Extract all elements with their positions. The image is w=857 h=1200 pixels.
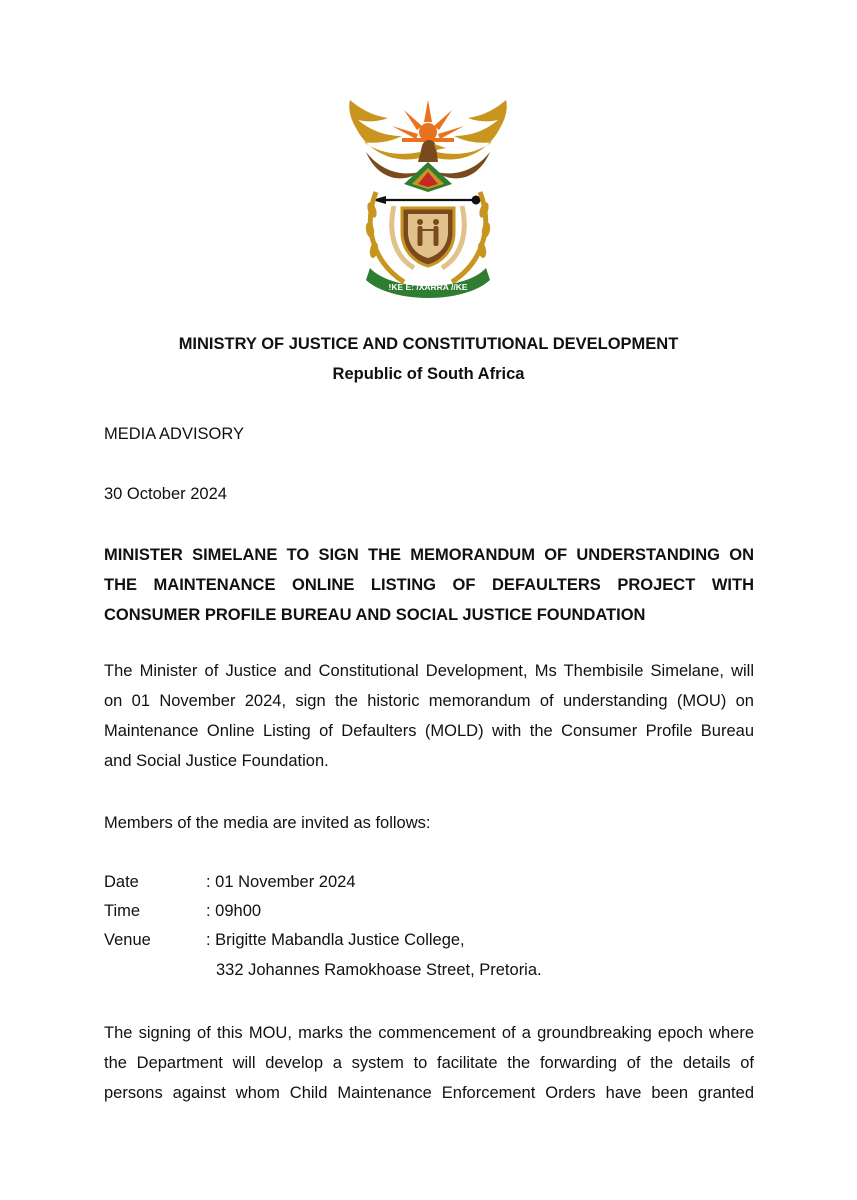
ministry-title: MINISTRY OF JUSTICE AND CONSTITUTIONAL DEVELOPMENT	[178, 335, 679, 353]
detail-value: : Brigitte Mabandla Justice College,	[206, 931, 465, 949]
motto-text: !KE E: /XARRA //KE	[388, 282, 468, 292]
shield-icon	[402, 208, 454, 266]
detail-value: 332 Johannes Ramokhoase Street, Pretoria.	[216, 961, 542, 979]
headline-line: THE MAINTENANCE ONLINE LISTING OF DEFAULTERS PROJECT WITH	[104, 576, 754, 594]
sun-icon	[392, 100, 464, 142]
country-subtitle: Republic of South Africa	[332, 365, 525, 383]
paragraph-line: The Minister of Justice and Constitutional Development, Ms Thembisile Simelane, will	[104, 662, 754, 680]
headline-line: MINISTER SIMELANE TO SIGN THE MEMORANDUM OF UNDERSTANDING ON	[104, 546, 754, 564]
detail-value: : 09h00	[206, 902, 262, 920]
paragraph-line: Maintenance Online Listing of Defaulters (MOLD) with the Consumer Profile Bureau	[104, 722, 754, 740]
detail-label: Time	[104, 902, 141, 920]
paragraph-line: The signing of this MOU, marks the commencement of a groundbreaking epoch where	[104, 1024, 754, 1042]
intro-paragraph	[104, 656, 754, 776]
headline-line: CONSUMER PROFILE BUREAU AND SOCIAL JUSTICE FOUNDATION	[104, 606, 646, 624]
paragraph-line: on 01 November 2024, sign the historic memorandum of understanding (MOU) on	[104, 692, 754, 710]
protea-icon	[404, 162, 452, 192]
motto-banner	[366, 268, 490, 298]
detail-value: : 01 November 2024	[206, 873, 356, 891]
document-type: MEDIA ADVISORY	[104, 425, 244, 443]
paragraph-line: and Social Justice Foundation.	[104, 752, 329, 770]
document-date: 30 October 2024	[104, 485, 227, 503]
paragraph-line: the Department will develop a system to facilitate the forwarding of the details of	[104, 1054, 754, 1072]
coat-of-arms-emblem	[342, 92, 514, 300]
closing-paragraph	[104, 1018, 754, 1108]
paragraph-line: persons against whom Child Maintenance Enforcement Orders have been granted	[104, 1084, 754, 1102]
detail-label: Venue	[104, 931, 151, 949]
advisory-headline	[104, 540, 754, 630]
detail-label: Date	[104, 873, 139, 891]
spear-icon	[372, 196, 481, 205]
invitation-text: Members of the media are invited as follows:	[104, 814, 431, 832]
